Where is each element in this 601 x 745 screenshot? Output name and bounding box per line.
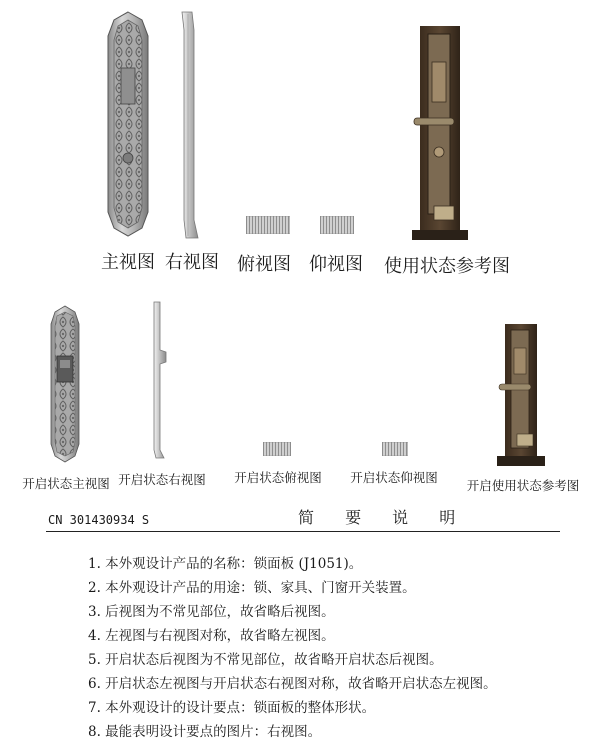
open-front-view-image (48, 304, 82, 464)
caption-open-usage-reference: 开启使用状态参考图 (466, 478, 580, 493)
description-item: 5. 开启状态后视图为不常见部位，故省略开启状态后视图。 (88, 652, 443, 668)
top-view-image (246, 216, 290, 234)
right-view-image (178, 10, 202, 240)
description-list (88, 552, 497, 744)
description-item: 4. 左视图与右视图对称，故省略左视图。 (88, 628, 335, 644)
caption-front-view: 主视图 (101, 252, 155, 273)
open-right-view-image (148, 300, 170, 460)
caption-open-top-view: 开启状态俯视图 (234, 470, 322, 485)
section-title: 简 要 说 明 (298, 508, 469, 527)
caption-right-view: 右视图 (165, 252, 219, 273)
description-item: 2. 本外观设计产品的用途：锁、家具、门窗开关装置。 (88, 580, 416, 596)
open-bottom-view-image (382, 442, 408, 456)
description-item: 8. 最能表明设计要点的图片：右视图。 (88, 724, 322, 740)
bottom-view-image (320, 216, 354, 234)
open-usage-reference-image (497, 322, 547, 468)
front-view-image (104, 10, 152, 238)
caption-usage-reference: 使用状态参考图 (384, 256, 510, 277)
header-divider (46, 531, 560, 532)
caption-top-view: 俯视图 (237, 254, 291, 275)
open-top-view-image (263, 442, 291, 456)
caption-open-bottom-view: 开启状态仰视图 (350, 470, 438, 485)
caption-open-front-view: 开启状态主视图 (22, 476, 110, 491)
description-item: 1. 本外观设计产品的名称：锁面板 (J1051)。 (88, 556, 363, 572)
patent-number: CN 301430934 S (48, 513, 150, 527)
caption-open-right-view: 开启状态右视图 (118, 472, 206, 487)
usage-reference-image (410, 22, 470, 242)
description-item: 3. 后视图为不常见部位，故省略后视图。 (88, 604, 335, 620)
caption-bottom-view: 仰视图 (309, 254, 363, 275)
description-item: 6. 开启状态左视图与开启状态右视图对称，故省略开启状态左视图。 (88, 676, 497, 692)
description-item: 7. 本外观设计的设计要点：锁面板的整体形状。 (88, 700, 376, 716)
